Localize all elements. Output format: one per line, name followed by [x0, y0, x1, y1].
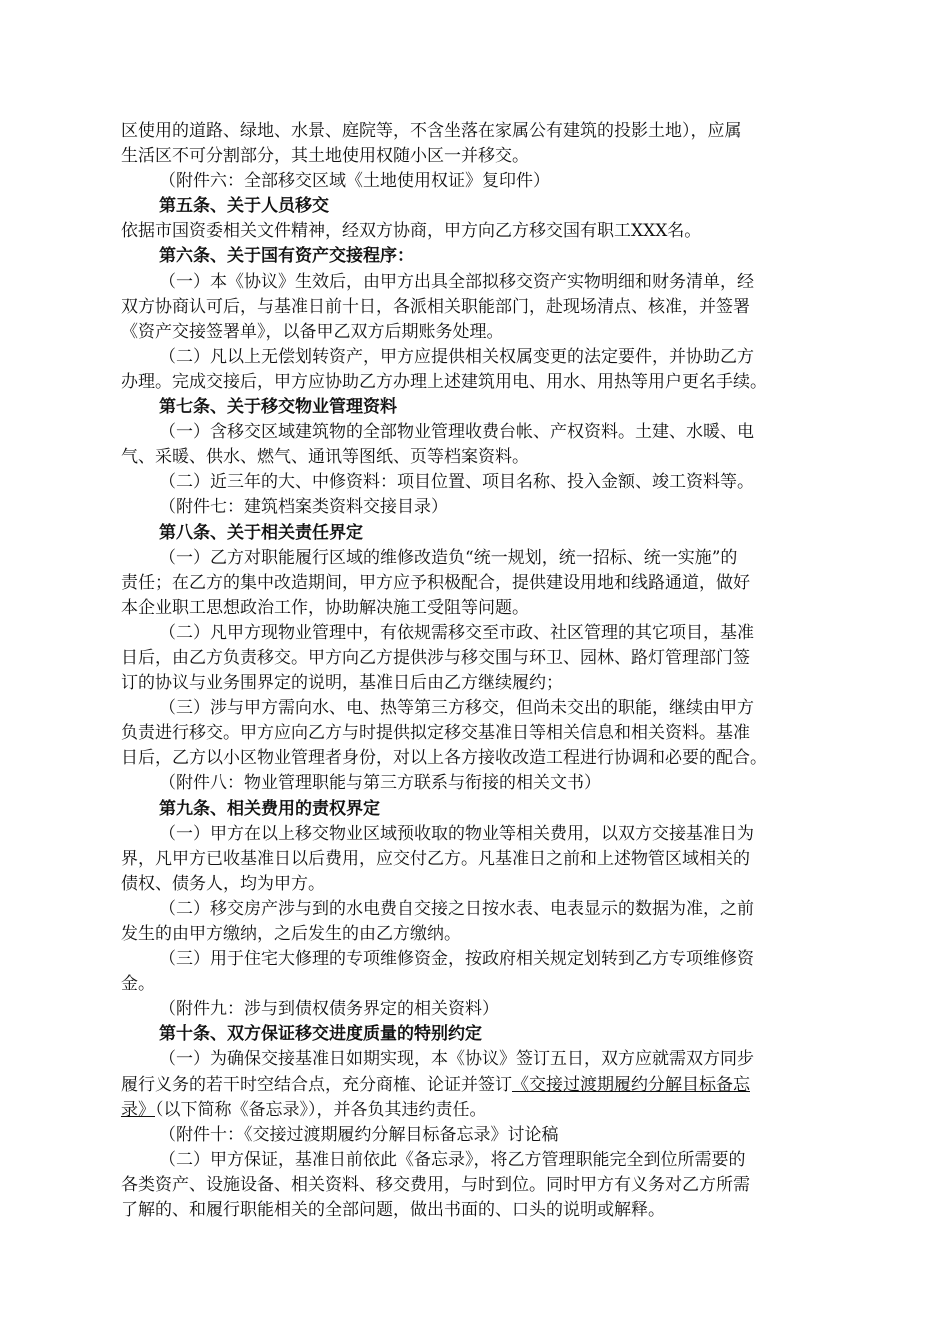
body-line: [121, 1073, 837, 1098]
body-line: 了解的、和履行职能相关的全部问题，做出书面的、口头的说明或解释。: [121, 1200, 665, 1221]
article-heading: 第十条、双方保证移交进度质量的特别约定: [159, 1024, 482, 1045]
clause-line: （一）本《协议》生效后，由甲方出具全部拟移交资产实物明细和财务清单，经: [159, 271, 754, 292]
body-line: 各类资产、设施设备、相关资料、移交费用，与时到位。同时甲方有义务对乙方所需: [121, 1174, 750, 1195]
body-line: 负责进行移交。甲方应向乙方与时提供拟定移交基准日等相关信息和相关资料。基准: [121, 723, 750, 744]
body-line: 依据市国资委相关文件精神，经双方协商，甲方向乙方移交国有职工XXX名。: [121, 221, 702, 242]
clause-line: （二）甲方保证，基准日前依此《备忘录》，将乙方管理职能完全到位所需要的: [159, 1149, 746, 1170]
memo-title-link-text: 录》: [121, 1099, 155, 1120]
line-text: （以下简称《备忘录》），并各负其违约责任。: [155, 1099, 487, 1120]
clause-line: （一）乙方对职能履行区域的维修改造负“统一规划，统一招标、统一实施”的: [159, 547, 738, 568]
clause-line: （一）为确保交接基准日如期实现，本《协议》签订五日，双方应就需双方同步: [159, 1049, 754, 1070]
memo-title-link-text: 《交接过渡期履约分解目标备忘: [512, 1074, 750, 1095]
attachment-note: （附件十：《交接过渡期履约分解目标备忘录》讨论稿: [159, 1124, 559, 1145]
body-line: 债权、债务人，均为甲方。: [121, 873, 325, 894]
body-line: 气、采暖、供水、燃气、通讯等图纸、页等档案资料。: [121, 447, 529, 468]
attachment-note: （附件八：物业管理职能与第三方联系与衔接的相关文书）: [159, 773, 601, 794]
clause-line: （二）近三年的大、中修资料：项目位置、项目名称、投入金额、竣工资料等。: [159, 472, 754, 493]
attachment-note: （附件六：全部移交区域《土地使用权证》复印件）: [159, 171, 550, 192]
body-line: 责任；在乙方的集中改造期间，甲方应予积极配合，提供建设用地和线路通道，做好: [121, 572, 750, 593]
article-heading: 第六条、关于国有资产交接程序：: [159, 246, 414, 267]
body-line: 双方协商认可后，与基准日前十日，各派相关职能部门，赴现场清点、核准，并签署: [121, 296, 750, 317]
clause-line: （一）含移交区域建筑物的全部物业管理收费台帐、产权资料。土建、水暖、电: [159, 422, 754, 443]
clause-line: （二）凡甲方现物业管理中，有依规需移交至市政、社区管理的其它项目，基准: [159, 622, 754, 643]
attachment-note: （附件九：涉与到债权债务界定的相关资料）: [159, 999, 499, 1020]
article-heading: 第九条、相关费用的责权界定: [159, 798, 380, 819]
clause-line: （三）涉与甲方需向水、电、热等第三方移交，但尚未交出的职能，继续由甲方: [159, 698, 754, 719]
body-line: 办理。完成交接后，甲方应协助乙方办理上述建筑用电、用水、用热等用户更名手续。: [121, 371, 767, 392]
clause-line: （二）移交房产涉与到的水电费自交接之日按水表、电表显示的数据为准，之前: [159, 898, 754, 919]
body-line: 金。: [121, 974, 155, 995]
clause-line: （一）甲方在以上移交物业区域预收取的物业等相关费用，以双方交接基准日为: [159, 823, 754, 844]
body-line: 生活区不可分割部分，其土地使用权随小区一并移交。: [121, 146, 529, 167]
clause-line: （二）凡以上无偿划转资产，甲方应提供相关权属变更的法定要件，并协助乙方: [159, 346, 754, 367]
body-line: 区使用的道路、绿地、水景、庭院等，不含坐落在家属公有建筑的投影土地），应属: [121, 121, 742, 141]
line-text: 履行义务的若干时空结合点，充分商榷、论证并签订: [121, 1074, 512, 1095]
article-heading: 第五条、关于人员移交: [159, 196, 329, 217]
body-line: 《资产交接签署单》，以备甲乙双方后期账务处理。: [121, 321, 504, 342]
document-page: [121, 119, 837, 1223]
attachment-note: （附件七：建筑档案类资料交接目录）: [159, 497, 448, 518]
clause-line: （三）用于住宅大修理的专项维修资金，按政府相关规定划转到乙方专项维修资: [159, 949, 754, 970]
body-line: 日后，乙方以小区物业管理者身份，对以上各方接收改造工程进行协调和必要的配合。: [121, 748, 767, 769]
body-line: [121, 1098, 837, 1123]
body-line: 界，凡甲方已收基准日以后费用，应交付乙方。凡基准日之前和上述物管区域相关的: [121, 848, 750, 869]
body-line: 本企业职工思想政治工作，协助解决施工受阻等问题。: [121, 597, 529, 618]
body-line: 发生的由甲方缴纳，之后发生的由乙方缴纳。: [121, 924, 461, 944]
article-heading: 第七条、关于移交物业管理资料: [159, 397, 397, 418]
body-line: 日后，由乙方负责移交。甲方向乙方提供涉与移交围与环卫、园林、路灯管理部门签: [121, 647, 750, 668]
body-line: 订的协议与业务围界定的说明，基准日后由乙方继续履约；: [121, 673, 563, 694]
article-heading: 第八条、关于相关责任界定: [159, 522, 363, 543]
